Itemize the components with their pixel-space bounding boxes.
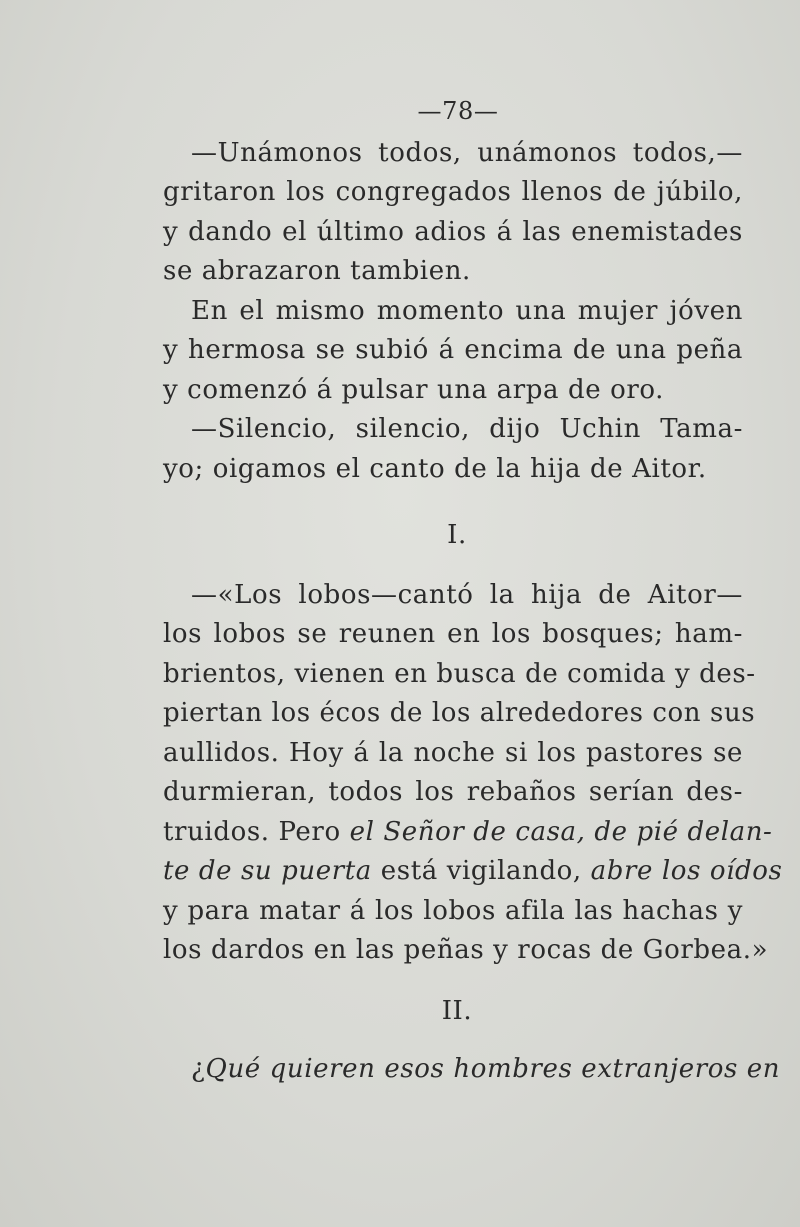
text-line-mixed — [163, 1050, 781, 1090]
text-line: aullidos. Hoy á la noche si los pastores se — [163, 737, 743, 768]
text-line: yo; oigamos el canto de la hija de Aitor. — [163, 453, 707, 484]
text-line: los dardos en las peñas y rocas de Gorbea.» — [163, 935, 769, 965]
text-line: gritaron los congregados llenos de júbilo, — [163, 177, 743, 207]
italic-span: te de su puerta — [163, 856, 372, 886]
page-number: —78— — [417, 97, 499, 125]
text-line-mixed — [163, 852, 783, 892]
section-heading-1: I. — [447, 520, 467, 550]
paragraph-4 — [163, 576, 783, 971]
text-line: los lobos se reunen en los bosques; ham- — [163, 619, 743, 649]
text-span: ¿ — [191, 1054, 206, 1084]
text-line: y hermosa se subió á encima de una peña — [163, 335, 743, 365]
text-span: está vigilando, — [371, 856, 591, 886]
text-line: —Unámonos todos, unámonos todos,— — [191, 137, 743, 168]
text-line: piertan los écos de los alrededores con sus — [163, 698, 756, 728]
text-line: brientos, vienen en busca de comida y des- — [163, 658, 756, 689]
paragraph-3 — [163, 410, 743, 489]
text-line: durmieran, todos los rebaños serían des- — [163, 777, 743, 807]
section-heading-2: II. — [441, 995, 473, 1026]
text-line: —Silencio, silencio, dijo Uchin Tama- — [191, 414, 743, 444]
book-page — [163, 92, 783, 1090]
text-line: se abrazaron tambien. — [163, 256, 471, 286]
paragraph-2 — [163, 292, 743, 411]
paragraph-1 — [163, 134, 743, 292]
italic-span: abre los oídos — [590, 856, 783, 886]
text-line: y para matar á los lobos afila las hachas y — [163, 895, 743, 926]
italic-span: Qué quieren esos hombres extranjeros en — [205, 1054, 781, 1084]
text-line: En el mismo momento una mujer jóven — [191, 295, 743, 326]
text-line: y dando el último adios á las enemistades — [163, 216, 743, 247]
text-line: —«Los lobos—cantó la hija de Aitor— — [191, 579, 743, 610]
text-span: truidos. Pero — [163, 816, 350, 847]
text-line-mixed — [163, 813, 773, 853]
paragraph-5 — [163, 1050, 781, 1090]
italic-span: el Señor de casa, de pié delan- — [349, 816, 773, 847]
text-line: y comenzó á pulsar una arpa de oro. — [163, 374, 665, 405]
